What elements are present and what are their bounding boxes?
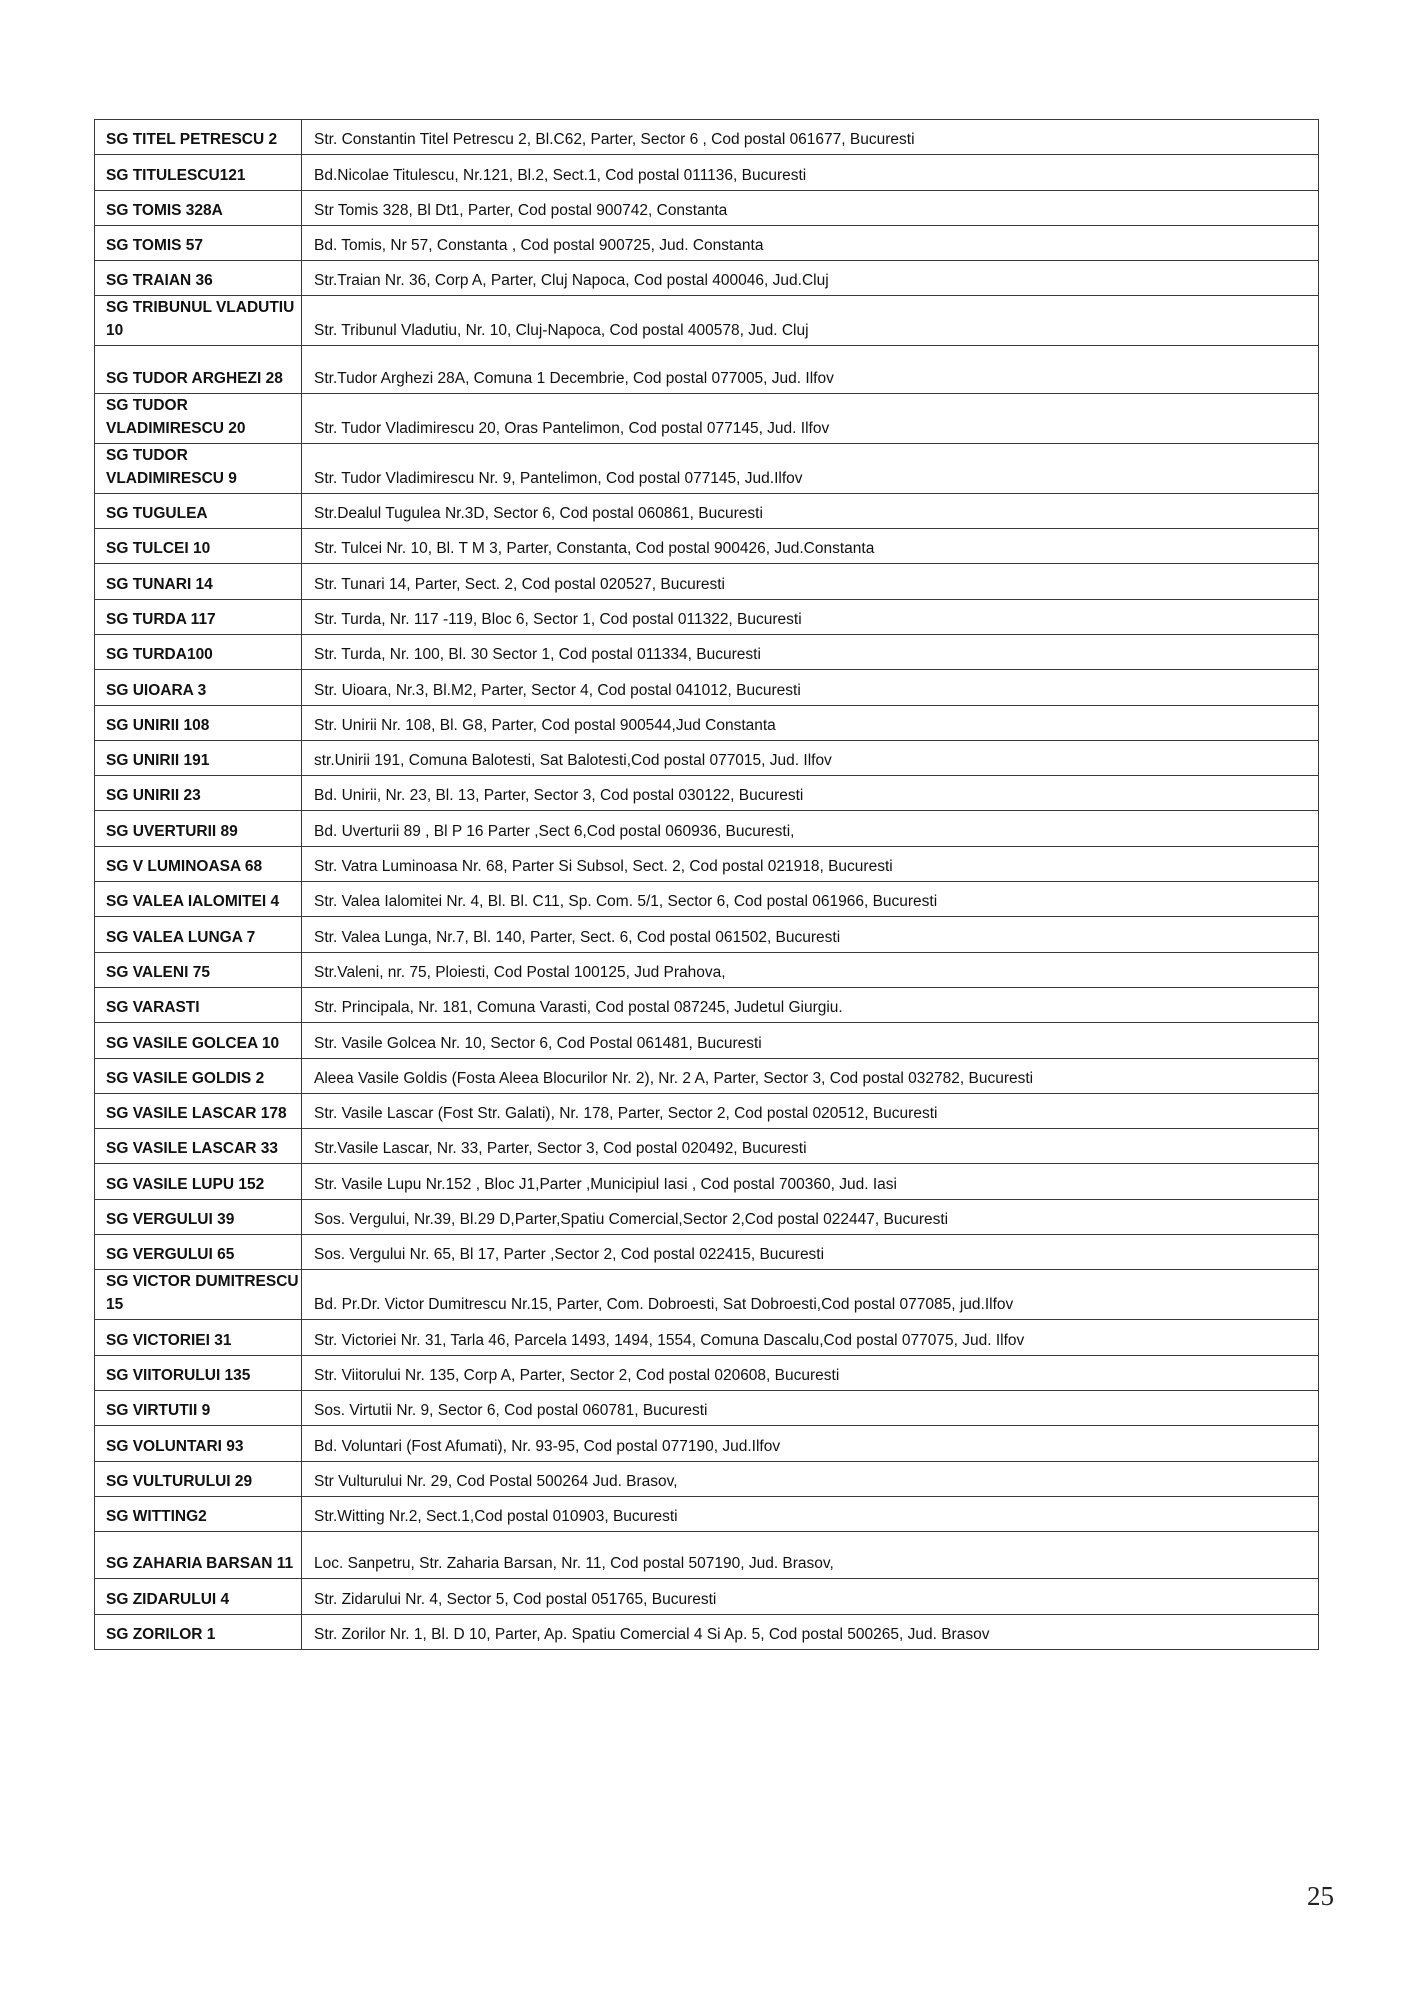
table-row (95, 1579, 1319, 1614)
branch-code-cell: SG V LUMINOASA 68 (95, 846, 302, 881)
branch-address-cell: Str.Vasile Lascar, Nr. 33, Parter, Sector 3, Cod postal 020492, Bucuresti (302, 1129, 1319, 1164)
branch-code-cell: SG VERGULUI 39 (95, 1199, 302, 1234)
branch-code-cell: SG TUDOR VLADIMIRESCU 9 (95, 443, 302, 493)
table-row (95, 1320, 1319, 1355)
branch-code-cell: SG VICTOR DUMITRESCU 15 (95, 1270, 302, 1320)
branch-code-cell: SG TULCEI 10 (95, 529, 302, 564)
branch-code-cell: SG UNIRII 108 (95, 705, 302, 740)
table-row (95, 296, 1319, 346)
branch-code-cell: SG VOLUNTARI 93 (95, 1426, 302, 1461)
branch-code-cell: SG VULTURULUI 29 (95, 1461, 302, 1496)
branch-address-cell: Str. Uioara, Nr.3, Bl.M2, Parter, Sector 4, Cod postal 041012, Bucuresti (302, 670, 1319, 705)
table-row (95, 987, 1319, 1022)
branch-address-cell: Str. Valea Lunga, Nr.7, Bl. 140, Parter, Sect. 6, Cod postal 061502, Bucuresti (302, 917, 1319, 952)
branch-code-cell: SG TURDA100 (95, 634, 302, 669)
branch-address-cell: Str.Traian Nr. 36, Corp A, Parter, Cluj Napoca, Cod postal 400046, Jud.Cluj (302, 261, 1319, 296)
branch-address-cell: Str. Valea Ialomitei Nr. 4, Bl. Bl. C11, Sp. Com. 5/1, Sector 6, Cod postal 061966, Bucuresti (302, 882, 1319, 917)
branch-code-cell: SG VARASTI (95, 987, 302, 1022)
table-row (95, 776, 1319, 811)
table-row (95, 1058, 1319, 1093)
branch-address-cell: Str. Victoriei Nr. 31, Tarla 46, Parcela 1493, 1494, 1554, Comuna Dascalu,Cod postal 077075, Jud. Ilfov (302, 1320, 1319, 1355)
branch-code-cell: SG VASILE LASCAR 33 (95, 1129, 302, 1164)
branch-code-cell: SG TOMIS 328A (95, 190, 302, 225)
branch-code-cell: SG UNIRII 23 (95, 776, 302, 811)
branch-address-cell: Str Vulturului Nr. 29, Cod Postal 500264 Jud. Brasov, (302, 1461, 1319, 1496)
table-row (95, 225, 1319, 260)
branch-address-cell: Loc. Sanpetru, Str. Zaharia Barsan, Nr. 11, Cod postal 507190, Jud. Brasov, (302, 1532, 1319, 1579)
table-row (95, 882, 1319, 917)
branch-code-cell: SG VASILE GOLDIS 2 (95, 1058, 302, 1093)
branch-address-cell: Str. Viitorului Nr. 135, Corp A, Parter, Sector 2, Cod postal 020608, Bucuresti (302, 1355, 1319, 1390)
table-row (95, 261, 1319, 296)
table-row (95, 1426, 1319, 1461)
branch-address-cell: Aleea Vasile Goldis (Fosta Aleea Blocurilor Nr. 2), Nr. 2 A, Parter, Sector 3, Cod postal 032782, Bucuresti (302, 1058, 1319, 1093)
branch-code-cell: SG TRAIAN 36 (95, 261, 302, 296)
branch-address-cell: Str. Principala, Nr. 181, Comuna Varasti, Cod postal 087245, Judetul Giurgiu. (302, 987, 1319, 1022)
branch-address-cell: Str. Tribunul Vladutiu, Nr. 10, Cluj-Napoca, Cod postal 400578, Jud. Cluj (302, 296, 1319, 346)
table-row (95, 1496, 1319, 1531)
branch-code-cell: SG VALEA IALOMITEI 4 (95, 882, 302, 917)
branch-code-cell: SG VALENI 75 (95, 952, 302, 987)
table-row (95, 564, 1319, 599)
table-row (95, 1355, 1319, 1390)
branch-code-cell: SG TITEL PETRESCU 2 (95, 120, 302, 155)
table-row (95, 846, 1319, 881)
branch-code-cell: SG VIRTUTII 9 (95, 1390, 302, 1425)
branch-address-cell: str.Unirii 191, Comuna Balotesti, Sat Balotesti,Cod postal 077015, Jud. Ilfov (302, 740, 1319, 775)
branch-code-cell: SG VIITORULUI 135 (95, 1355, 302, 1390)
branch-code-cell: SG TITULESCU121 (95, 155, 302, 190)
branch-address-cell: Str. Tudor Vladimirescu 20, Oras Pantelimon, Cod postal 077145, Jud. Ilfov (302, 393, 1319, 443)
table-row (95, 740, 1319, 775)
table-row (95, 705, 1319, 740)
branch-address-cell: Str. Vasile Golcea Nr. 10, Sector 6, Cod Postal 061481, Bucuresti (302, 1023, 1319, 1058)
table-row (95, 1199, 1319, 1234)
branch-code-cell: SG TUDOR VLADIMIRESCU 20 (95, 393, 302, 443)
table-row (95, 493, 1319, 528)
branch-code-cell: SG VALEA LUNGA 7 (95, 917, 302, 952)
branch-code-cell: SG ZIDARULUI 4 (95, 1579, 302, 1614)
branch-code-cell: SG TUDOR ARGHEZI 28 (95, 346, 302, 393)
table-row (95, 1532, 1319, 1579)
table-row (95, 155, 1319, 190)
table-row (95, 952, 1319, 987)
branch-code-cell: SG VASILE LASCAR 178 (95, 1093, 302, 1128)
table-row (95, 393, 1319, 443)
branch-code-cell: SG TUNARI 14 (95, 564, 302, 599)
table-row (95, 634, 1319, 669)
table-row (95, 120, 1319, 155)
branch-code-cell: SG TUGULEA (95, 493, 302, 528)
branch-code-cell: SG VASILE LUPU 152 (95, 1164, 302, 1199)
branch-address-cell: Bd. Uverturii 89 , Bl P 16 Parter ,Sect 6,Cod postal 060936, Bucuresti, (302, 811, 1319, 846)
page-number: 25 (1307, 1881, 1334, 1911)
branch-code-cell: SG ZORILOR 1 (95, 1614, 302, 1649)
branch-code-cell: SG VASILE GOLCEA 10 (95, 1023, 302, 1058)
table-row (95, 1235, 1319, 1270)
table-row (95, 599, 1319, 634)
branch-address-cell: Bd.Nicolae Titulescu, Nr.121, Bl.2, Sect.1, Cod postal 011136, Bucuresti (302, 155, 1319, 190)
branch-address-cell: Str. Tunari 14, Parter, Sect. 2, Cod postal 020527, Bucuresti (302, 564, 1319, 599)
table-body (95, 120, 1319, 1650)
table-row (95, 1614, 1319, 1649)
branch-code-cell: SG VICTORIEI 31 (95, 1320, 302, 1355)
branch-address-cell: Str. Tudor Vladimirescu Nr. 9, Pantelimon, Cod postal 077145, Jud.Ilfov (302, 443, 1319, 493)
branch-address-cell: Bd. Pr.Dr. Victor Dumitrescu Nr.15, Parter, Com. Dobroesti, Sat Dobroesti,Cod postal 077085, jud.Ilfov (302, 1270, 1319, 1320)
branch-code-cell: SG UIOARA 3 (95, 670, 302, 705)
table-row (95, 1023, 1319, 1058)
branch-address-cell: Str.Tudor Arghezi 28A, Comuna 1 Decembrie, Cod postal 077005, Jud. Ilfov (302, 346, 1319, 393)
branch-address-cell: Bd. Unirii, Nr. 23, Bl. 13, Parter, Sector 3, Cod postal 030122, Bucuresti (302, 776, 1319, 811)
table-row (95, 346, 1319, 393)
branch-address-cell: Str. Zidarului Nr. 4, Sector 5, Cod postal 051765, Bucuresti (302, 1579, 1319, 1614)
table-row (95, 529, 1319, 564)
table-row (95, 1461, 1319, 1496)
branch-address-cell: Str. Vasile Lascar (Fost Str. Galati), Nr. 178, Parter, Sector 2, Cod postal 020512, Bucuresti (302, 1093, 1319, 1128)
branch-address-cell: Sos. Vergului, Nr.39, Bl.29 D,Parter,Spatiu Comercial,Sector 2,Cod postal 022447, Bucuresti (302, 1199, 1319, 1234)
table-row (95, 811, 1319, 846)
branch-address-cell: Str. Vasile Lupu Nr.152 , Bloc J1,Parter ,Municipiul Iasi , Cod postal 700360, Jud. Iasi (302, 1164, 1319, 1199)
branch-address-cell: Bd. Voluntari (Fost Afumati), Nr. 93-95, Cod postal 077190, Jud.Ilfov (302, 1426, 1319, 1461)
branch-address-cell: Str. Unirii Nr. 108, Bl. G8, Parter, Cod postal 900544,Jud Constanta (302, 705, 1319, 740)
branch-address-cell: Bd. Tomis, Nr 57, Constanta , Cod postal 900725, Jud. Constanta (302, 225, 1319, 260)
table-row (95, 1390, 1319, 1425)
branch-address-cell: Str. Turda, Nr. 100, Bl. 30 Sector 1, Cod postal 011334, Bucuresti (302, 634, 1319, 669)
table-row (95, 190, 1319, 225)
branch-address-cell: Str. Vatra Luminoasa Nr. 68, Parter Si Subsol, Sect. 2, Cod postal 021918, Bucuresti (302, 846, 1319, 881)
branch-address-cell: Str.Witting Nr.2, Sect.1,Cod postal 010903, Bucuresti (302, 1496, 1319, 1531)
branch-code-cell: SG TRIBUNUL VLADUTIU 10 (95, 296, 302, 346)
table-row (95, 917, 1319, 952)
table-row (95, 670, 1319, 705)
branch-address-cell: Str.Dealul Tugulea Nr.3D, Sector 6, Cod postal 060861, Bucuresti (302, 493, 1319, 528)
branch-address-table (94, 119, 1319, 1650)
branch-code-cell: SG TOMIS 57 (95, 225, 302, 260)
table-row (95, 443, 1319, 493)
table-row (95, 1164, 1319, 1199)
branch-address-cell: Sos. Virtutii Nr. 9, Sector 6, Cod postal 060781, Bucuresti (302, 1390, 1319, 1425)
branch-code-cell: SG TURDA 117 (95, 599, 302, 634)
branch-code-cell: SG ZAHARIA BARSAN 11 (95, 1532, 302, 1579)
branch-code-cell: SG VERGULUI 65 (95, 1235, 302, 1270)
table-row (95, 1093, 1319, 1128)
branch-address-cell: Str.Valeni, nr. 75, Ploiesti, Cod Postal 100125, Jud Prahova, (302, 952, 1319, 987)
branch-address-cell: Str Tomis 328, Bl Dt1, Parter, Cod postal 900742, Constanta (302, 190, 1319, 225)
table-row (95, 1129, 1319, 1164)
branch-code-cell: SG UNIRII 191 (95, 740, 302, 775)
branch-address-cell: Str. Turda, Nr. 117 -119, Bloc 6, Sector 1, Cod postal 011322, Bucuresti (302, 599, 1319, 634)
branch-address-cell: Str. Constantin Titel Petrescu 2, Bl.C62, Parter, Sector 6 , Cod postal 061677, Bucuresti (302, 120, 1319, 155)
branch-address-cell: Str. Zorilor Nr. 1, Bl. D 10, Parter, Ap. Spatiu Comercial 4 Si Ap. 5, Cod postal 500265, Jud. Brasov (302, 1614, 1319, 1649)
branch-address-cell: Sos. Vergului Nr. 65, Bl 17, Parter ,Sector 2, Cod postal 022415, Bucuresti (302, 1235, 1319, 1270)
table-row (95, 1270, 1319, 1320)
branch-code-cell: SG UVERTURII 89 (95, 811, 302, 846)
branch-address-cell: Str. Tulcei Nr. 10, Bl. T M 3, Parter, Constanta, Cod postal 900426, Jud.Constanta (302, 529, 1319, 564)
branch-code-cell: SG WITTING2 (95, 1496, 302, 1531)
